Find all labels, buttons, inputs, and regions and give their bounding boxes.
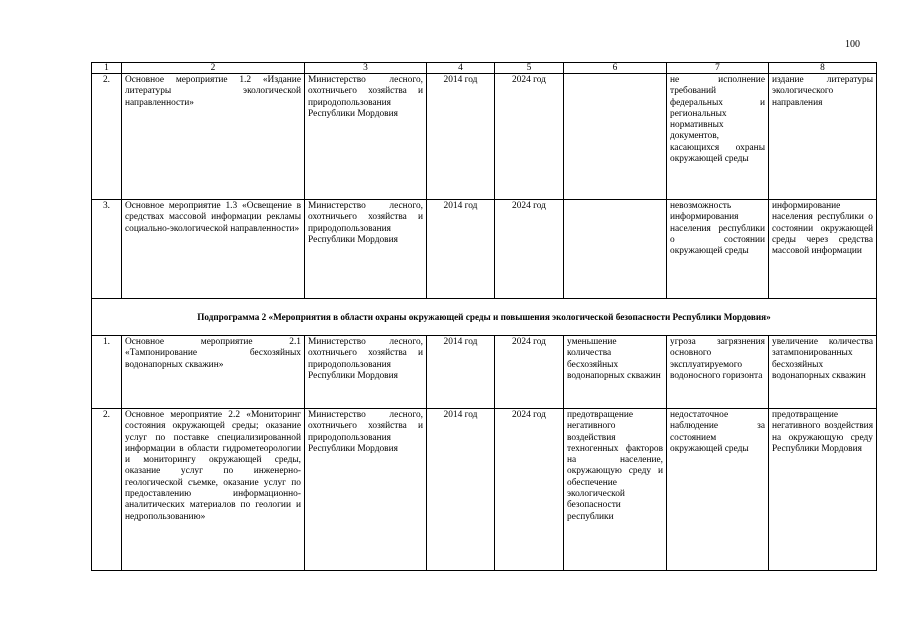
executor: Министерство лесного, охотничьего хозяйства и природопользования Республики Мордовия — [305, 74, 427, 200]
column-number: 4 — [427, 63, 495, 74]
table-row — [92, 74, 877, 200]
column-number: 7 — [667, 63, 769, 74]
row-number: 2. — [92, 409, 122, 571]
column-number: 1 — [92, 63, 122, 74]
column-number: 2 — [122, 63, 305, 74]
event-name: Основное мероприятие 2.2 «Мониторинг состояния окружающей среды; оказание услуг по поставке специализированной информации в области гидрометеорологии и мониторингу окружающей среды, оказание услуг по инженерно-геологической съемке, оказание услуг по предоставлению информационно-аналитических материалов по геологии и недропользованию» — [122, 409, 305, 571]
indicator-link: увеличение количества затампонированных бесхозяйных водонапорных скважин — [769, 336, 877, 409]
column-number-header-row — [92, 63, 877, 74]
column-number: 3 — [305, 63, 427, 74]
table-row — [92, 200, 877, 299]
page-number: 100 — [845, 39, 860, 50]
executor: Министерство лесного, охотничьего хозяйства и природопользования Республики Мордовия — [305, 336, 427, 409]
end-year: 2024 год — [495, 200, 564, 299]
expected-result — [564, 74, 667, 200]
non-implementation-consequence: угроза загрязнения основного эксплуатируемого водоносного горизонта — [667, 336, 769, 409]
column-number: 5 — [495, 63, 564, 74]
subprogram-title: Подпрограмма 2 «Мероприятия в области охраны окружающей среды и повышения экологической безопасности Республики Мордовия» — [92, 299, 877, 336]
event-name: Основное мероприятие 2.1 «Тампонирование бесхозяйных водонапорных скважин» — [122, 336, 305, 409]
executor: Министерство лесного, охотничьего хозяйства и природопользования Республики Мордовия — [305, 409, 427, 571]
subprogram-section-row — [92, 299, 877, 336]
executor: Министерство лесного, охотничьего хозяйства и природопользования Республики Мордовия — [305, 200, 427, 299]
column-number: 8 — [769, 63, 877, 74]
indicator-link: информирование населения республики о состоянии окружающей среды через средства массовой информации — [769, 200, 877, 299]
row-number: 1. — [92, 336, 122, 409]
end-year: 2024 год — [495, 336, 564, 409]
end-year: 2024 год — [495, 74, 564, 200]
expected-result: предотвращение негативного воздействия техногенных факторов на население, окружающую среду и обеспечение экологической безопасности республики — [564, 409, 667, 571]
start-year: 2014 год — [427, 336, 495, 409]
start-year: 2014 год — [427, 409, 495, 571]
start-year: 2014 год — [427, 200, 495, 299]
expected-result — [564, 200, 667, 299]
non-implementation-consequence: недостаточное наблюдение за состоянием окружающей среды — [667, 409, 769, 571]
program-events-table — [91, 62, 877, 571]
end-year: 2024 год — [495, 409, 564, 571]
non-implementation-consequence: невозможность информирования населения республики о состоянии окружающей среды — [667, 200, 769, 299]
table-row — [92, 409, 877, 571]
table-row — [92, 336, 877, 409]
start-year: 2014 год — [427, 74, 495, 200]
indicator-link: издание литературы экологического направления — [769, 74, 877, 200]
indicator-link: предотвращение негативного воздействия на окружающую среду Республики Мордовия — [769, 409, 877, 571]
row-number: 3. — [92, 200, 122, 299]
non-implementation-consequence: не исполнение требований федеральных и региональных нормативных документов, касающихся охраны окружающей среды — [667, 74, 769, 200]
column-number: 6 — [564, 63, 667, 74]
event-name: Основное мероприятие 1.3 «Освещение в средствах массовой информации рекламы социально-экологической направленности» — [122, 200, 305, 299]
expected-result: уменьшение количества бесхозяйных водонапорных скважин — [564, 336, 667, 409]
event-name: Основное мероприятие 1.2 «Издание литературы экологической направленности» — [122, 74, 305, 200]
row-number: 2. — [92, 74, 122, 200]
